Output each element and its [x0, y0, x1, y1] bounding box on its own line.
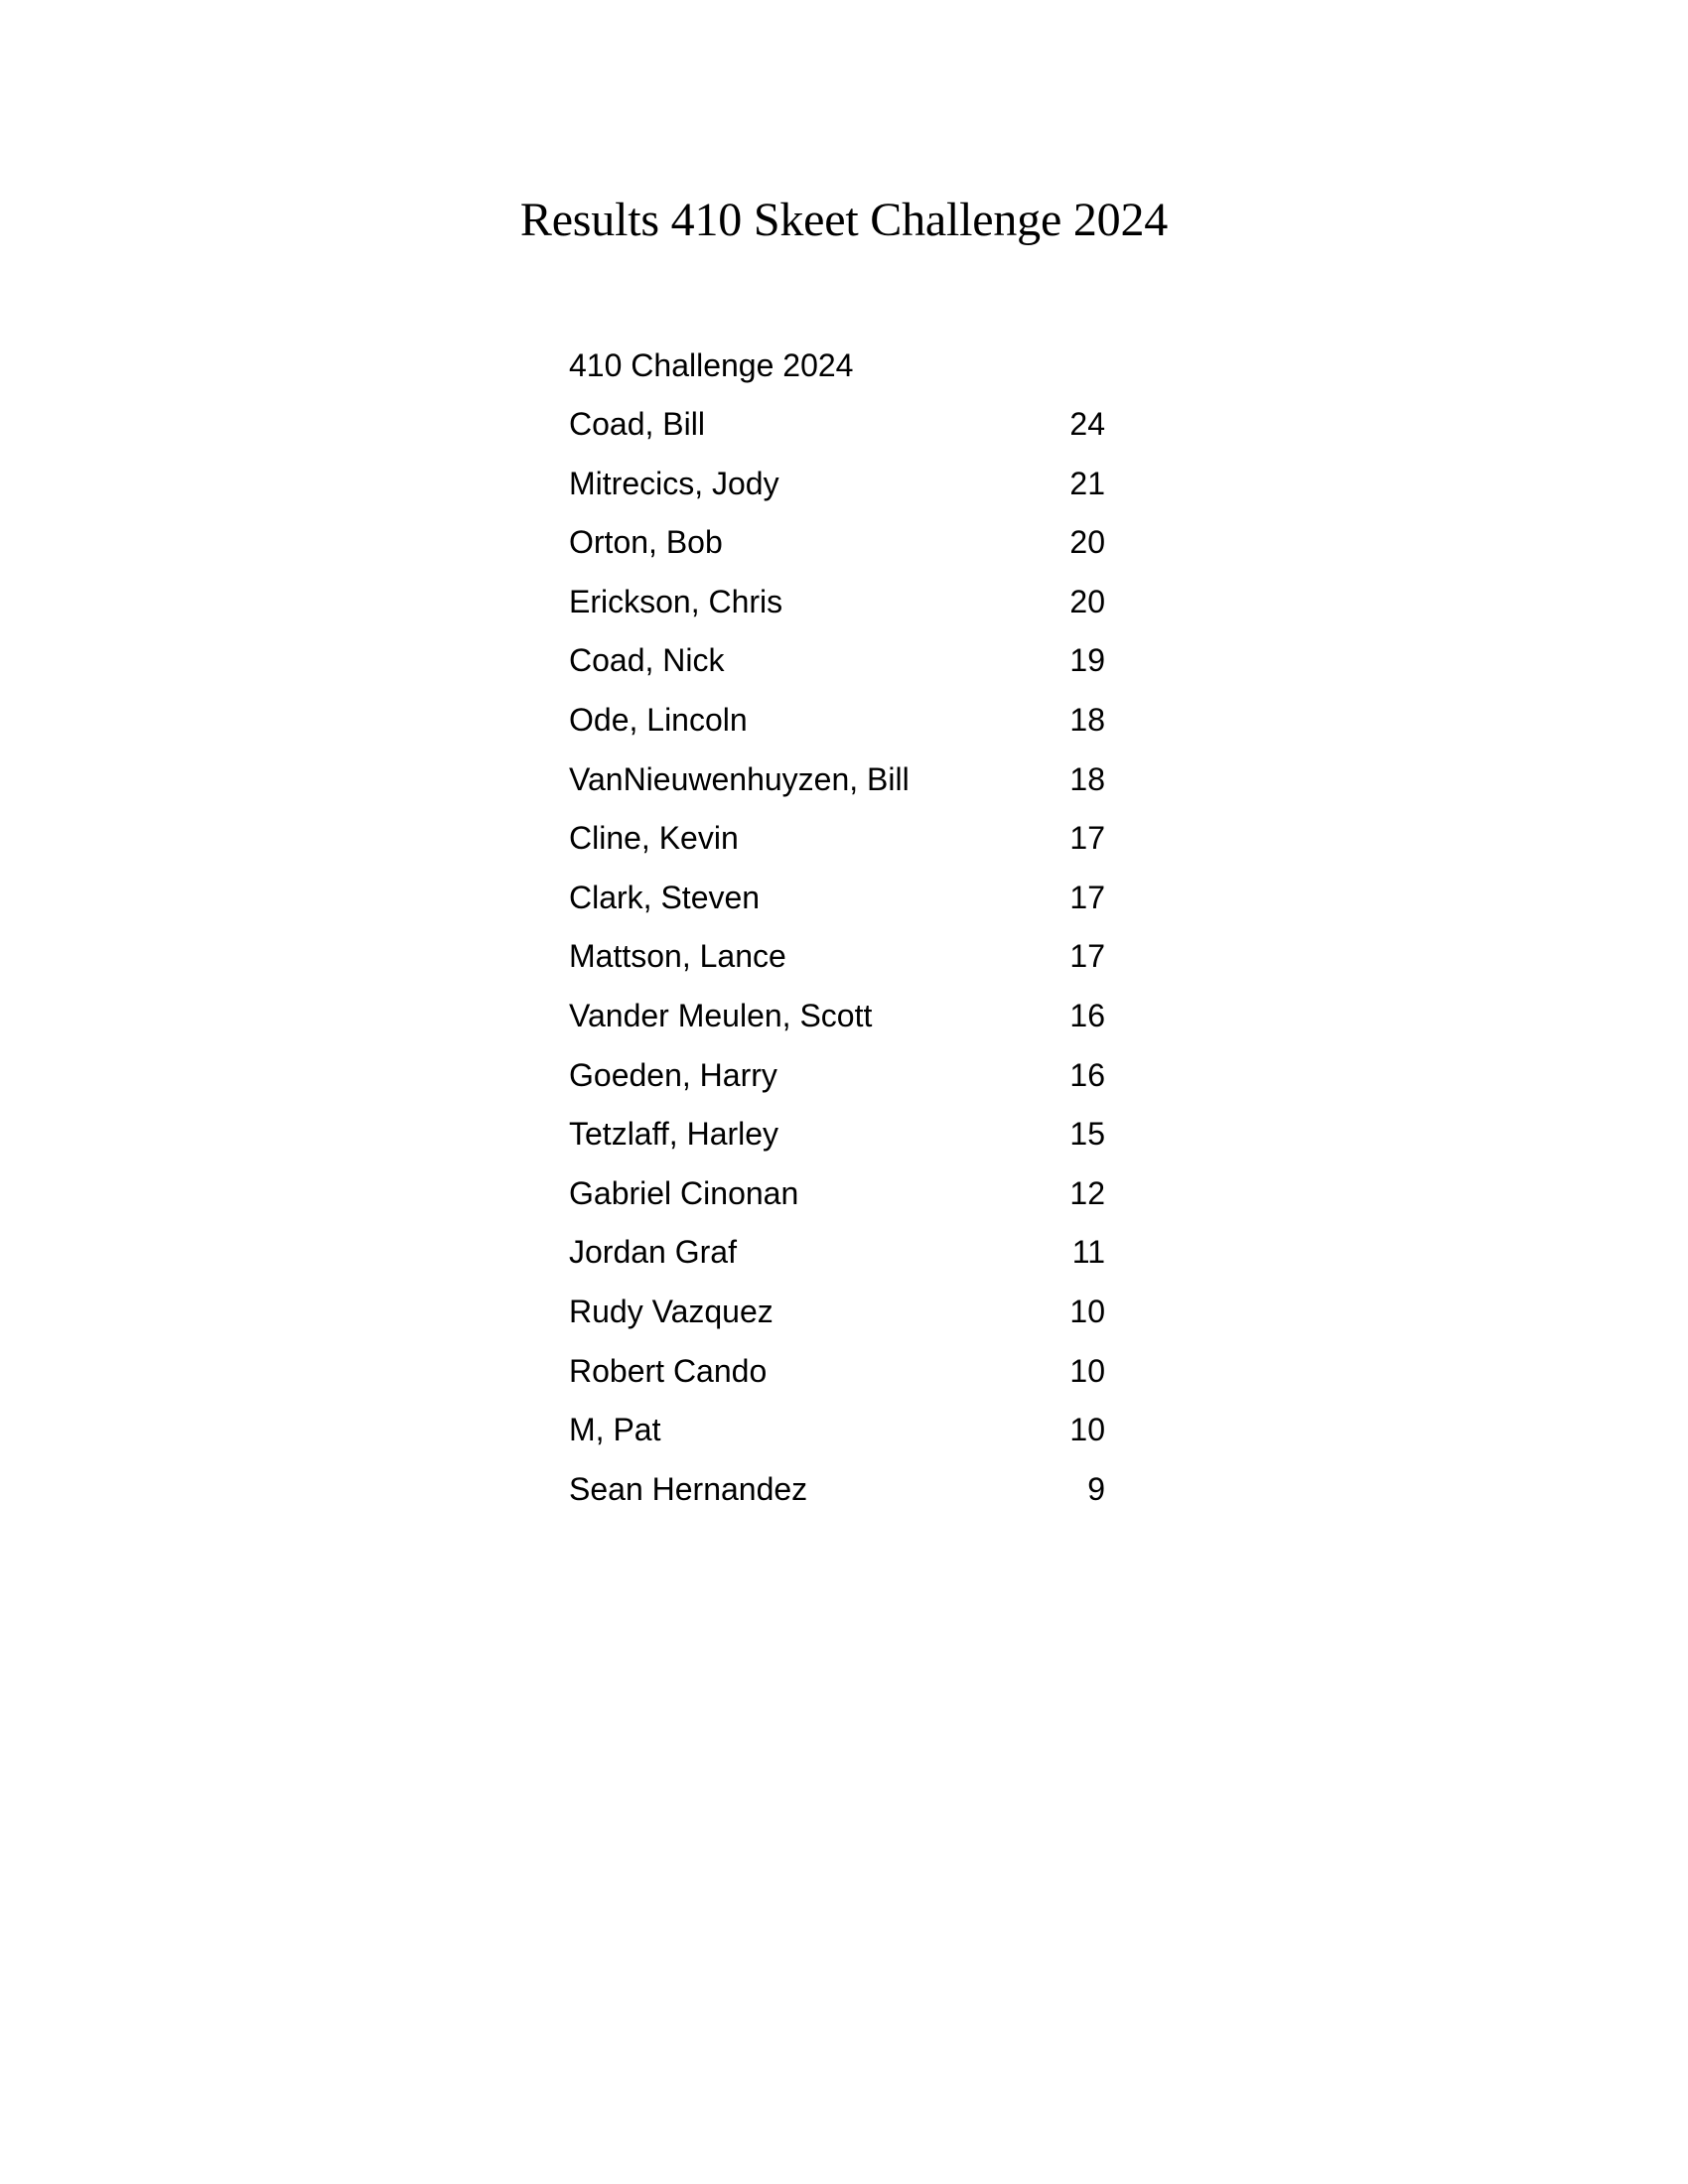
shooter-name: M, Pat	[569, 1412, 661, 1448]
shooter-score: 18	[1069, 760, 1105, 797]
shooter-name: Clark, Steven	[569, 879, 761, 915]
table-row	[569, 809, 1105, 869]
table-row	[569, 927, 1105, 987]
shooter-score: 16	[1069, 997, 1105, 1033]
table-row	[569, 1046, 1105, 1106]
table-row	[569, 987, 1105, 1046]
table-row	[569, 1401, 1105, 1460]
shooter-name: Coad, Bill	[569, 406, 705, 442]
shooter-score: 16	[1069, 1056, 1105, 1093]
table-row	[569, 1283, 1105, 1342]
shooter-score: 17	[1069, 938, 1105, 975]
table-row	[569, 869, 1105, 928]
results-table	[569, 337, 1105, 1519]
shooter-name: Erickson, Chris	[569, 583, 783, 619]
shooter-name: Rudy Vazquez	[569, 1293, 774, 1329]
shooter-name: Orton, Bob	[569, 524, 723, 561]
shooter-score: 20	[1069, 583, 1105, 619]
table-row	[569, 513, 1105, 573]
shooter-name: Mitrecics, Jody	[569, 465, 779, 501]
shooter-score: 17	[1069, 820, 1105, 857]
shooter-name: VanNieuwenhuyzen, Bill	[569, 760, 910, 797]
table-row	[569, 1223, 1105, 1283]
table-row	[569, 1164, 1105, 1224]
table-row	[569, 455, 1105, 514]
shooter-score: 24	[1069, 406, 1105, 442]
shooter-name: Gabriel Cinonan	[569, 1174, 799, 1211]
shooter-score: 17	[1069, 879, 1105, 915]
table-caption: 410 Challenge 2024	[569, 347, 854, 383]
shooter-name: Ode, Lincoln	[569, 701, 748, 738]
table-row	[569, 573, 1105, 632]
shooter-score: 10	[1069, 1293, 1105, 1329]
table-row	[569, 751, 1105, 810]
shooter-name: Vander Meulen, Scott	[569, 997, 873, 1033]
shooter-score: 18	[1069, 701, 1105, 738]
shooter-name: Tetzlaff, Harley	[569, 1116, 779, 1153]
shooter-name: Cline, Kevin	[569, 820, 739, 857]
page-title: Results 410 Skeet Challenge 2024	[519, 194, 1169, 246]
shooter-score: 20	[1069, 524, 1105, 561]
shooter-name: Robert Cando	[569, 1352, 768, 1389]
shooter-score: 12	[1069, 1174, 1105, 1211]
shooter-score: 10	[1069, 1412, 1105, 1448]
shooter-name: Jordan Graf	[569, 1234, 737, 1271]
shooter-name: Coad, Nick	[569, 642, 725, 679]
table-row	[569, 691, 1105, 751]
shooter-name: Sean Hernandez	[569, 1470, 808, 1507]
shooter-score: 11	[1071, 1234, 1105, 1271]
shooter-score: 10	[1069, 1352, 1105, 1389]
table-row	[569, 631, 1105, 691]
shooter-score: 9	[1087, 1470, 1105, 1507]
shooter-name: Mattson, Lance	[569, 938, 786, 975]
shooter-score: 19	[1069, 642, 1105, 679]
shooter-score: 15	[1069, 1116, 1105, 1153]
table-row	[569, 395, 1105, 455]
shooter-name: Goeden, Harry	[569, 1056, 777, 1093]
table-row	[569, 1342, 1105, 1402]
shooter-score: 21	[1069, 465, 1105, 501]
results-rows	[569, 395, 1105, 1519]
table-row	[569, 1105, 1105, 1164]
table-row	[569, 1460, 1105, 1520]
